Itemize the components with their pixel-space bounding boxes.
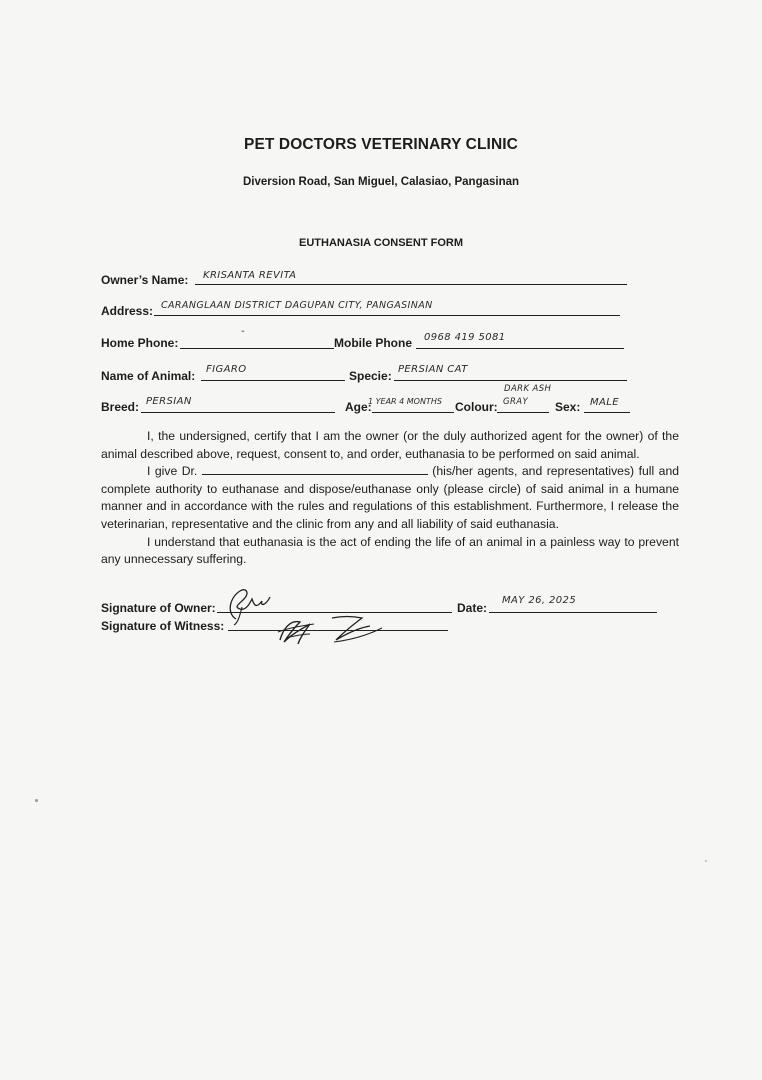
address-value: CARANGLAAN DISTRICT DAGUPAN CITY, PANGASINAN [161, 300, 433, 311]
clinic-address: Diversion Road, San Miguel, Calasiao, Pangasinan [242, 176, 520, 188]
consent-paragraph-2 [101, 463, 679, 533]
consent-paragraph-2-rest: (his/her agents, and representatives) full and complete authority to euthanase and dispose/euthanase only (please circle) of said animal in a humane manner and in accordance with the rules and regulations of this establishment. Furthermore, I release the veterinarian, representative and the clinic from any and all liability of said euthanasia. [101, 464, 680, 531]
colour-label: Colour: [455, 400, 498, 414]
colour-value-line1: DARK ASH [504, 384, 552, 394]
consent-paragraph-1: I, the undersigned, certify that I am the owner (or the duly authorized agent for the owner) of the animal described above, request, consent to, and order, euthanasia to be performed on said animal. [101, 429, 679, 461]
address-label: Address: [101, 304, 154, 318]
specie-value: PERSIAN CAT [398, 364, 468, 375]
breed-label: Breed: [101, 400, 140, 414]
date-value: MAY 26, 2025 [502, 595, 577, 606]
witness-signature-image [270, 610, 390, 650]
sex-value: MALE [590, 397, 619, 408]
animal-name-value: FIGARO [206, 364, 247, 375]
home-phone-value: - [241, 326, 246, 337]
owner-signature-image [216, 583, 276, 627]
owner-name-label: Owner’s Name: [101, 273, 189, 287]
home-phone-line [180, 348, 334, 349]
mobile-phone-label: Mobile Phone [334, 336, 412, 350]
date-label: Date: [457, 601, 488, 615]
date-line [489, 612, 657, 613]
scan-speck [705, 860, 707, 862]
home-phone-label: Home Phone: [101, 336, 179, 350]
scan-speck [35, 799, 38, 802]
consent-paragraph-3: I understand that euthanasia is the act of ending the life of an animal in a painless way to prevent any unnecessary suffering. [101, 534, 679, 567]
owner-name-line [195, 284, 627, 285]
breed-line [141, 412, 335, 413]
sex-line [584, 412, 630, 413]
clinic-name: PET DOCTORS VETERINARY CLINIC [244, 136, 518, 153]
sex-label: Sex: [555, 400, 581, 414]
address-line [154, 315, 620, 316]
animal-name-line [201, 380, 345, 381]
age-label: Age: [345, 400, 372, 414]
age-value: 1 YEAR 4 MONTHS [368, 397, 442, 406]
give-dr-text: I give Dr. [147, 464, 198, 479]
colour-line [497, 412, 549, 413]
consent-body [101, 428, 679, 569]
owner-name-value: KRISANTA REVITA [203, 270, 297, 281]
age-line [372, 412, 454, 413]
mobile-phone-line [416, 348, 624, 349]
colour-value-line2: GRAY [503, 397, 529, 407]
form-title: EUTHANASIA CONSENT FORM [299, 237, 463, 249]
animal-name-label: Name of Animal: [101, 369, 196, 383]
specie-line [394, 380, 627, 381]
breed-value: PERSIAN [146, 396, 192, 407]
owner-signature-label: Signature of Owner: [101, 601, 216, 615]
doctor-name-line [202, 464, 428, 475]
mobile-phone-value: 0968 419 5081 [424, 332, 506, 343]
witness-signature-label: Signature of Witness: [101, 619, 225, 633]
specie-label: Specie: [349, 369, 392, 383]
